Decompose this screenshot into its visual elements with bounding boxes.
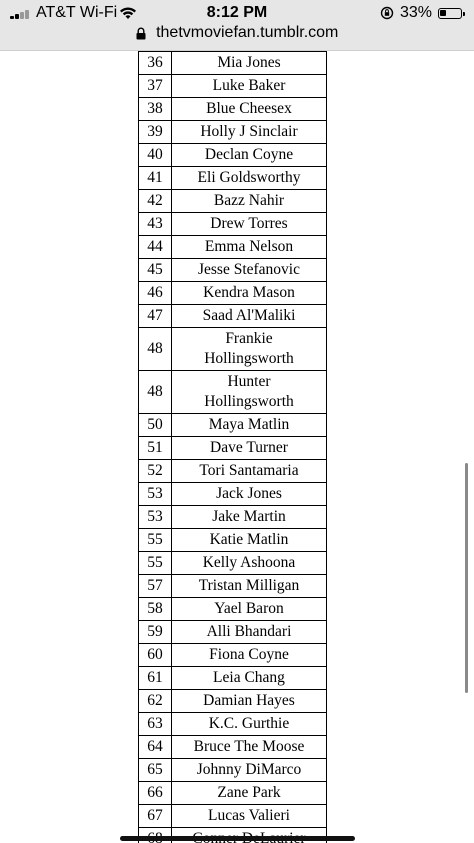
character-name-line: Hunter	[227, 373, 271, 390]
character-name-cell: Jake Martin	[172, 506, 327, 529]
row-number-cell: 65	[139, 759, 172, 782]
row-number-cell: 50	[139, 414, 172, 437]
character-name-cell: Kelly Ashoona	[172, 552, 327, 575]
character-name-cell: Jack Jones	[172, 483, 327, 506]
row-number-cell: 37	[139, 75, 172, 98]
table-row	[139, 259, 327, 282]
carrier-label: AT&T Wi-Fi	[36, 4, 118, 21]
browser-chrome	[0, 0, 474, 51]
row-number-cell: 40	[139, 144, 172, 167]
row-number-cell: 55	[139, 552, 172, 575]
table-row	[139, 144, 327, 167]
row-number-cell: 48	[139, 371, 172, 414]
character-name-cell: Bruce The Moose	[172, 736, 327, 759]
character-name-cell: Luke Baker	[172, 75, 327, 98]
battery-icon	[438, 8, 462, 19]
table-row	[139, 552, 327, 575]
row-number-cell: 61	[139, 667, 172, 690]
row-number-cell: 53	[139, 483, 172, 506]
character-name-cell: Emma Nelson	[172, 236, 327, 259]
character-name-cell: Dave Turner	[172, 437, 327, 460]
table-row	[139, 782, 327, 805]
address-bar[interactable]	[0, 24, 474, 46]
battery-level-fill	[440, 10, 446, 16]
table-row	[139, 805, 327, 828]
character-name-cell: Tristan Milligan	[172, 575, 327, 598]
table-row	[139, 690, 327, 713]
row-number-cell: 46	[139, 282, 172, 305]
url-text[interactable]: thetvmoviefan.tumblr.com	[156, 24, 339, 41]
character-name-cell: Drew Torres	[172, 213, 327, 236]
table-row	[139, 371, 327, 414]
table-row	[139, 736, 327, 759]
character-name-cell: K.C. Gurthie	[172, 713, 327, 736]
table-row	[139, 236, 327, 259]
character-name-cell: Fiona Coyne	[172, 644, 327, 667]
table-row	[139, 305, 327, 328]
character-name-cell: Katie Matlin	[172, 529, 327, 552]
table-row	[139, 460, 327, 483]
row-number-cell: 53	[139, 506, 172, 529]
character-name-cell: Alli Bhandari	[172, 621, 327, 644]
character-name-cell: Bazz Nahir	[172, 190, 327, 213]
table-row	[139, 414, 327, 437]
character-name-cell: Leia Chang	[172, 667, 327, 690]
row-number-cell: 42	[139, 190, 172, 213]
table-row	[139, 75, 327, 98]
battery-percent: 33%	[400, 4, 433, 21]
table-row	[139, 213, 327, 236]
character-name-cell: Eli Goldsworthy	[172, 167, 327, 190]
character-name-cell: Damian Hayes	[172, 690, 327, 713]
row-number-cell: 51	[139, 437, 172, 460]
row-number-cell: 55	[139, 529, 172, 552]
lock-icon	[136, 27, 146, 40]
table-row	[139, 598, 327, 621]
character-name-cell: Lucas Valieri	[172, 805, 327, 828]
character-table-body	[139, 52, 327, 843]
character-name-cell: Kendra Mason	[172, 282, 327, 305]
character-table-container	[138, 51, 327, 843]
character-name-line: Frankie	[225, 330, 273, 347]
row-number-cell: 48	[139, 328, 172, 371]
row-number-cell: 64	[139, 736, 172, 759]
character-table	[138, 51, 327, 843]
character-name-cell: Johnny DiMarco	[172, 759, 327, 782]
row-number-cell: 45	[139, 259, 172, 282]
row-number-cell: 66	[139, 782, 172, 805]
row-number-cell: 60	[139, 644, 172, 667]
row-number-cell: 39	[139, 121, 172, 144]
character-name-cell	[172, 328, 327, 371]
character-name-cell: Blue Cheesex	[172, 98, 327, 121]
status-bar	[0, 0, 474, 26]
table-row	[139, 621, 327, 644]
table-row	[139, 121, 327, 144]
table-row	[139, 575, 327, 598]
row-number-cell: 36	[139, 52, 172, 75]
table-row	[139, 713, 327, 736]
character-name-cell: Jesse Stefanovic	[172, 259, 327, 282]
clock: 8:12 PM	[206, 4, 268, 21]
table-row	[139, 759, 327, 782]
table-row	[139, 98, 327, 121]
character-name-cell	[172, 371, 327, 414]
row-number-cell: 67	[139, 805, 172, 828]
character-name-line: Hollingsworth	[204, 350, 294, 367]
row-number-cell: 59	[139, 621, 172, 644]
scroll-indicator[interactable]	[465, 463, 468, 693]
table-row	[139, 667, 327, 690]
character-name-cell: Saad Al'Maliki	[172, 305, 327, 328]
row-number-cell: 47	[139, 305, 172, 328]
table-row	[139, 282, 327, 305]
table-row	[139, 506, 327, 529]
row-number-cell: 41	[139, 167, 172, 190]
row-number-cell: 38	[139, 98, 172, 121]
table-row	[139, 52, 327, 75]
row-number-cell: 43	[139, 213, 172, 236]
table-row	[139, 167, 327, 190]
home-indicator[interactable]	[120, 836, 355, 841]
character-name-line: Hollingsworth	[204, 393, 294, 410]
character-name-cell: Zane Park	[172, 782, 327, 805]
character-name-cell: Declan Coyne	[172, 144, 327, 167]
character-name-cell: Tori Santamaria	[172, 460, 327, 483]
character-name-cell: Mia Jones	[172, 52, 327, 75]
table-row	[139, 483, 327, 506]
row-number-cell: 44	[139, 236, 172, 259]
row-number-cell: 63	[139, 713, 172, 736]
table-row	[139, 328, 327, 371]
row-number-cell: 57	[139, 575, 172, 598]
row-number-cell: 58	[139, 598, 172, 621]
character-name-cell: Holly J Sinclair	[172, 121, 327, 144]
table-row	[139, 190, 327, 213]
character-name-cell: Yael Baron	[172, 598, 327, 621]
rotation-lock-icon	[380, 6, 394, 20]
table-row	[139, 437, 327, 460]
table-row	[139, 644, 327, 667]
row-number-cell: 52	[139, 460, 172, 483]
row-number-cell: 62	[139, 690, 172, 713]
character-name-cell: Maya Matlin	[172, 414, 327, 437]
table-row	[139, 529, 327, 552]
